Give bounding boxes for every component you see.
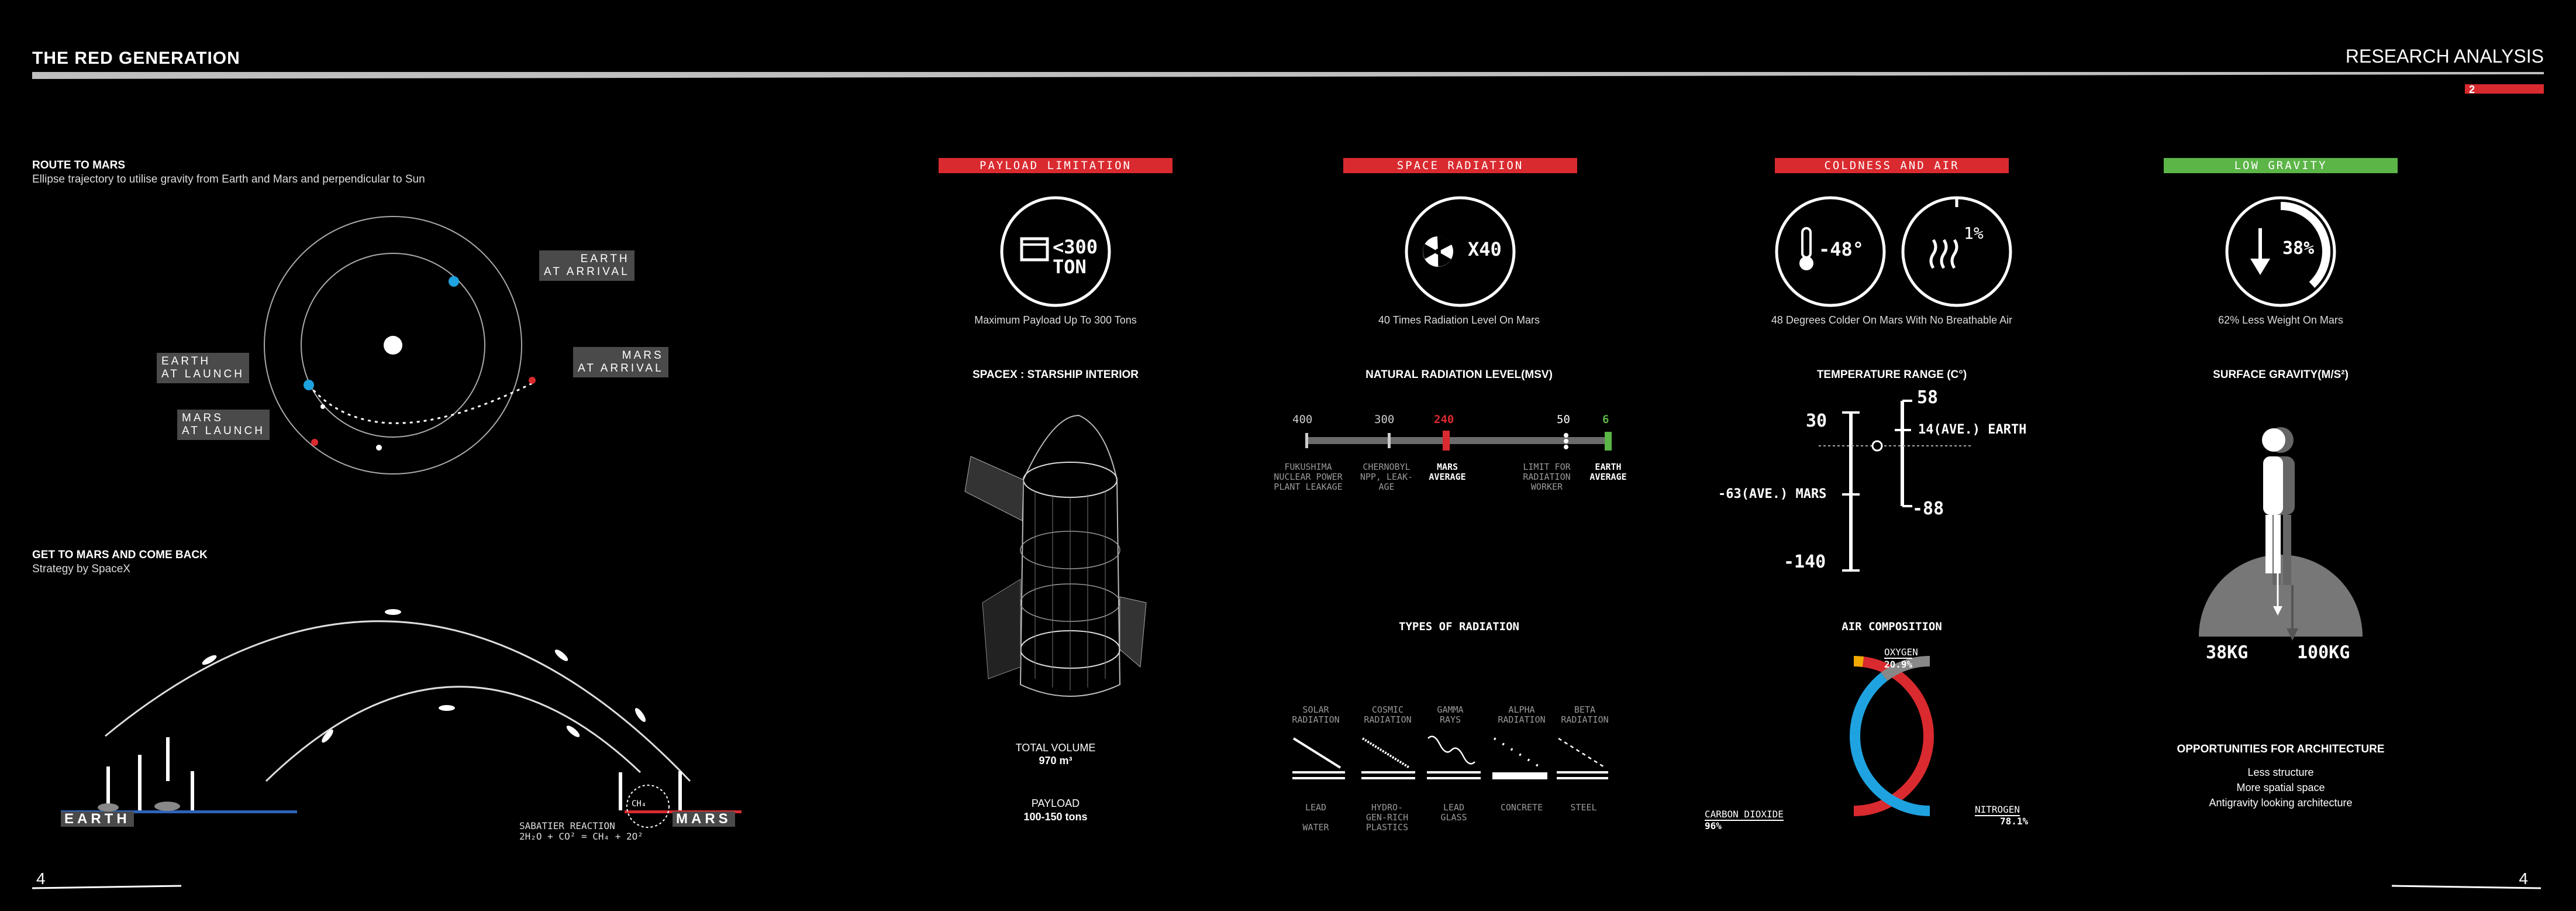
scale-value-400: 400 xyxy=(1292,413,1313,426)
type-name-line: COSMIC xyxy=(1371,704,1404,715)
return-arc xyxy=(266,687,640,781)
footer-rules xyxy=(0,878,2576,895)
types-title: TYPES OF RADIATION xyxy=(1399,620,1519,633)
type-name-line: GAMMA xyxy=(1437,704,1464,715)
hull-ring xyxy=(1023,462,1117,497)
shield-line: GLASS xyxy=(1440,812,1467,823)
lead-glass-shield xyxy=(1427,771,1481,774)
payload-caption: Maximum Payload Up To 300 Tons xyxy=(974,314,1137,326)
type-name-gamma xyxy=(1421,705,1480,725)
ship-icon xyxy=(633,707,647,724)
earth-label: EARTH xyxy=(61,812,134,827)
beta-ray xyxy=(1558,738,1605,768)
ship-icon xyxy=(439,705,455,711)
scale-label-line: PLANT LEAKAGE xyxy=(1274,482,1343,492)
type-name-line: BETA xyxy=(1574,704,1596,715)
marker-earth xyxy=(1605,432,1612,451)
temperature-icon-text: -48° xyxy=(1819,238,1864,260)
radiation-subhead: NATURAL RADIATION LEVEL(MSV) xyxy=(1365,369,1553,381)
plastic-shield xyxy=(1361,777,1415,779)
outbound-arc xyxy=(105,621,690,781)
scale-value-240: 240 xyxy=(1434,413,1454,426)
opportunities-list xyxy=(2137,765,2424,810)
type-name-line: RADIATION xyxy=(1364,714,1412,725)
tag-mars-arrival-line1: MARS xyxy=(622,349,664,362)
co2-label: CARBON DIOXIDE xyxy=(1705,809,1784,820)
shield-line: GEN-RICH xyxy=(1365,812,1409,823)
payload-icon-line2: TON xyxy=(1053,256,1087,278)
water-shield xyxy=(1292,777,1345,779)
shield-line: LEAD xyxy=(1443,802,1465,813)
coldness-caption: 48 Degrees Colder On Mars With No Breathable Air xyxy=(1771,314,2013,326)
ship-icon xyxy=(201,654,218,667)
air-composition-chart xyxy=(1696,644,2023,831)
concrete-shield xyxy=(1492,772,1547,779)
person-leg xyxy=(2274,515,2281,573)
scale-label-line: RADIATION xyxy=(1523,472,1571,482)
shield-line: WATER xyxy=(1302,822,1329,833)
down-arrow-head xyxy=(2250,259,2270,275)
temp-minus-140: -140 xyxy=(1784,552,1826,572)
mass-mars: 38KG xyxy=(2206,642,2249,663)
thermometer-bulb xyxy=(1799,256,1813,270)
opportunity-item: More spatial space xyxy=(2236,782,2325,793)
scale-label-line: LIMIT FOR xyxy=(1523,462,1571,472)
aft-fin xyxy=(982,579,1020,679)
gravity-icon xyxy=(2222,193,2339,310)
temp-earth-avg: 14(AVE.) EARTH xyxy=(1918,422,2027,437)
scale-label-line: NUCLEAR POWER xyxy=(1274,472,1343,482)
lead-shield xyxy=(1292,771,1345,774)
scale-label-earth xyxy=(1582,462,1634,482)
scale-label-line: FUKUSHIMA xyxy=(1284,462,1332,472)
opportunity-item: Less structure xyxy=(2247,766,2314,778)
gravity-icon-ring xyxy=(2227,198,2334,305)
tag-earth-arrival-line2: AT ARRIVAL xyxy=(544,266,630,278)
volume-value: 970 m³ xyxy=(1039,755,1073,766)
radiation-caption: 40 Times Radiation Level On Mars xyxy=(1378,314,1540,326)
tick-fukushima xyxy=(1305,433,1308,448)
marker-worker xyxy=(1564,433,1568,438)
tag-mars-launch-line1: MARS xyxy=(182,412,223,424)
steel-shield xyxy=(1557,777,1608,779)
air-title: AIR COMPOSITION xyxy=(1842,620,1942,633)
mars-label: MARS xyxy=(673,812,735,827)
mars-other-gases xyxy=(1854,661,1863,662)
banner-gravity: LOW GRAVITY xyxy=(2164,158,2398,173)
nitrogen-value: 78.1% xyxy=(2000,816,2029,827)
radiation-types-diagram xyxy=(1287,731,1626,796)
type-name-alpha xyxy=(1489,705,1554,725)
page-badge: 2 xyxy=(2469,84,2475,95)
route-subtitle: Ellipse trajectory to utilise gravity from Earth and Mars and perpendicular to Sun xyxy=(32,173,425,185)
tick-chernobyl xyxy=(1388,433,1391,448)
scale-label-line: WORKER xyxy=(1530,482,1563,492)
shield-line: HYDRO- xyxy=(1371,802,1403,813)
marker-worker xyxy=(1564,439,1568,444)
scale-label-line: EARTH xyxy=(1595,462,1622,472)
type-name-line: RAYS xyxy=(1439,714,1461,725)
shield-alpha: CONCRETE xyxy=(1500,802,1543,813)
scale-label-worker xyxy=(1515,462,1579,492)
rocket-icon xyxy=(166,737,170,781)
radiation-scale xyxy=(1287,421,1637,456)
gravity-caption: 62% Less Weight On Mars xyxy=(2218,314,2343,326)
type-name-line: RADIATION xyxy=(1498,714,1546,725)
shield-line xyxy=(1289,813,1342,823)
launch-smoke xyxy=(154,802,180,811)
gravity-subhead: SURFACE GRAVITY(M/S²) xyxy=(2213,369,2349,381)
temp-minus-88: -88 xyxy=(1912,499,1944,519)
scale-value-6: 6 xyxy=(1602,413,1609,426)
scale-label-mars xyxy=(1421,462,1474,482)
person-head-mars xyxy=(2262,428,2285,452)
marker-mars xyxy=(1443,431,1450,451)
opportunities-title: OPPORTUNITIES FOR ARCHITECTURE xyxy=(2177,743,2385,755)
sabatier-title: SABATIER REACTION xyxy=(519,820,615,831)
ch4-label: CH₄ xyxy=(632,799,647,809)
ship-icon xyxy=(553,648,570,663)
rocket-icon xyxy=(678,771,682,810)
plastic-shield xyxy=(1361,771,1415,774)
mars-co2-ring xyxy=(1854,662,1929,811)
aft-fin xyxy=(1120,597,1146,667)
type-name-line: RADIATION xyxy=(1561,714,1609,725)
forward-fin xyxy=(965,456,1023,521)
alpha-ray xyxy=(1494,738,1541,768)
person-body-mars xyxy=(2263,456,2283,515)
tag-earth-launch-line2: AT LAUNCH xyxy=(161,368,244,380)
temp-58: 58 xyxy=(1917,387,1939,408)
scale-value-300: 300 xyxy=(1374,413,1395,426)
temperature-subhead: TEMPERATURE RANGE (C°) xyxy=(1816,369,1967,381)
scale-value-50: 50 xyxy=(1557,413,1570,426)
air-icon-text: 1% xyxy=(1964,224,1984,243)
type-name-cosmic xyxy=(1356,705,1420,725)
page-title: THE RED GENERATION xyxy=(32,49,240,68)
scale-label-chernobyl xyxy=(1354,462,1419,492)
ship-icon xyxy=(565,724,581,739)
gravity-icon-text: 38% xyxy=(2282,238,2315,259)
shield-solar xyxy=(1289,803,1342,833)
shield-gamma xyxy=(1425,803,1483,823)
tag-mars-launch-line2: AT LAUNCH xyxy=(182,425,265,437)
air-wave-icon xyxy=(1931,240,1936,268)
ship-icon xyxy=(385,609,401,615)
type-name-line: RADIATION xyxy=(1292,714,1340,725)
scale-label-line: MARS xyxy=(1436,462,1458,472)
gravity-figure xyxy=(2187,410,2374,644)
starship-wireframe xyxy=(959,404,1152,720)
scale-label-line: AGE xyxy=(1378,482,1395,492)
person-leg xyxy=(2283,515,2291,585)
co2-value: 96% xyxy=(1705,820,1722,831)
footer-rule-left xyxy=(32,886,181,888)
scale-label-line: CHERNOBYL xyxy=(1363,462,1411,472)
air-wave-icon xyxy=(1942,240,1946,268)
page-badge-bar xyxy=(2465,84,2544,94)
scale-label-line: AVERAGE xyxy=(1589,472,1627,482)
banner-coldness: COLDNESS AND AIR xyxy=(1775,158,2009,173)
mass-earth: 100KG xyxy=(2297,642,2350,663)
payload-subhead: SPACEX : STARSHIP INTERIOR xyxy=(973,369,1139,381)
box-icon xyxy=(1022,239,1047,260)
shield-line: LEAD xyxy=(1305,802,1327,813)
nitrogen-label: NITROGEN xyxy=(1975,804,2020,815)
footer-page-right: 4 xyxy=(2519,869,2528,888)
mission-diagram xyxy=(0,0,819,911)
volume-label: TOTAL VOLUME xyxy=(1015,742,1096,754)
shield-line: PLASTICS xyxy=(1365,822,1409,833)
tag-earth-launch-line1: EARTH xyxy=(161,355,211,367)
banner-payload: PAYLOAD LIMITATION xyxy=(939,158,1173,173)
tag-earth-arrival-line1: EARTH xyxy=(580,253,630,265)
shield-cosmic xyxy=(1358,803,1416,833)
payload-icon-line1: <300 xyxy=(1053,236,1098,258)
footer-page-left: 4 xyxy=(36,869,46,888)
launch-smoke xyxy=(98,803,119,812)
rocket-icon xyxy=(138,755,142,810)
strategy-title: GET TO MARS AND COME BACK xyxy=(32,549,208,561)
payload-value: 100-150 tons xyxy=(1023,811,1088,823)
type-name-line: SOLAR xyxy=(1302,704,1329,715)
person-leg xyxy=(2265,515,2272,573)
shield-beta: STEEL xyxy=(1570,802,1597,813)
radiation-icon-text: X40 xyxy=(1468,238,1502,260)
route-title: ROUTE TO MARS xyxy=(32,159,126,171)
sabatier-formula: 2H₂O + CO² = CH₄ + 2O² xyxy=(519,831,643,842)
cosmic-ray xyxy=(1363,738,1409,768)
rocket-icon xyxy=(191,771,194,810)
scale-label-line: NPP, LEAK- xyxy=(1360,472,1413,482)
scale-label-line: AVERAGE xyxy=(1429,472,1466,482)
steel-shield xyxy=(1557,771,1608,774)
payload-label: PAYLOAD xyxy=(1031,797,1080,809)
oxygen-label: OXYGEN xyxy=(1884,647,1918,658)
gamma-ray xyxy=(1428,737,1475,764)
thermometer-icon xyxy=(1802,228,1811,257)
type-name-beta xyxy=(1553,705,1617,725)
opportunity-item: Antigravity looking architecture xyxy=(2209,797,2353,809)
solar-ray xyxy=(1294,738,1340,768)
coldness-icons xyxy=(1772,193,2018,310)
marker-worker xyxy=(1564,445,1568,449)
type-name-solar xyxy=(1284,705,1348,725)
footer-rule-right xyxy=(2392,886,2541,888)
banner-radiation: SPACE RADIATION xyxy=(1343,158,1577,173)
scale-label-fukushima xyxy=(1270,462,1346,492)
air-wave-icon xyxy=(1952,240,1957,268)
payload-icon-text xyxy=(1053,237,1098,277)
zero-marker xyxy=(1872,441,1882,451)
temp-mars-avg: -63(AVE.) MARS xyxy=(1718,487,1827,501)
strategy-subtitle: Strategy by SpaceX xyxy=(32,563,130,575)
lead-glass-shield xyxy=(1427,777,1481,779)
oxygen-value: 20.9% xyxy=(1884,659,1913,670)
radiation-symbol-center xyxy=(1435,249,1441,255)
type-name-line: ALPHA xyxy=(1508,704,1535,715)
temp-30: 30 xyxy=(1806,411,1827,431)
tag-mars-arrival-line2: AT ARRIVAL xyxy=(578,362,664,374)
section-title: RESEARCH ANALYSIS xyxy=(2345,46,2544,67)
rocket-icon xyxy=(619,772,622,810)
